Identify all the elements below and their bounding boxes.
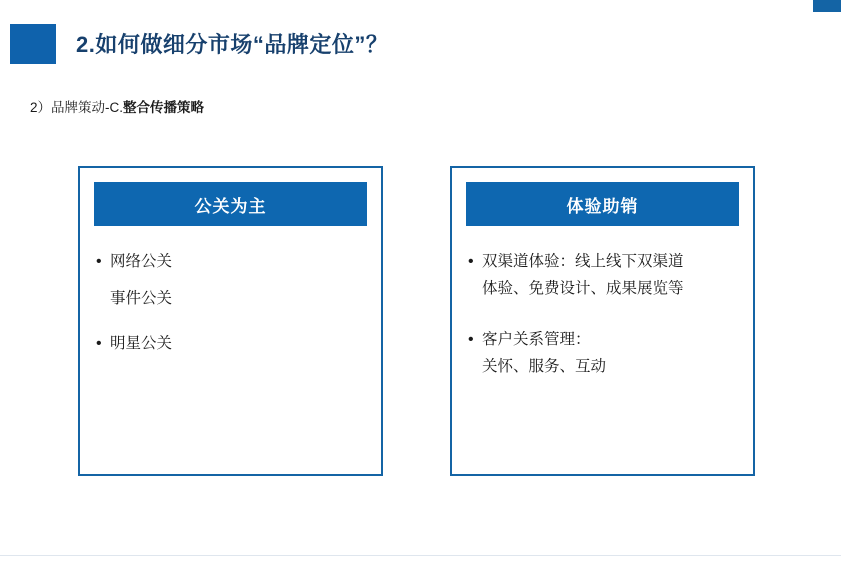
list-item-line-1: 客户关系管理：: [482, 331, 591, 348]
footer-divider: [0, 555, 841, 556]
bullet-marker: •: [96, 335, 102, 352]
subtitle-light-text: 品牌策动-C.: [51, 100, 124, 115]
list-item-text: 网络公关: [110, 253, 173, 270]
panel-body-left: [96, 248, 369, 367]
list-item: [468, 326, 741, 380]
panel-body-right: [468, 248, 741, 390]
list-item-line-2: 关怀、服务、互动: [482, 358, 607, 375]
list-item-line-2: 体验、免费设计、成果展览等: [482, 280, 684, 297]
panel-experience-marketing: [450, 166, 755, 476]
subtitle-number: 2）: [30, 100, 52, 115]
decorative-corner-bar: [813, 0, 841, 12]
list-item-text: 事件公关: [110, 290, 173, 307]
list-item-line-1: 双渠道体验：线上线下双渠道: [482, 253, 684, 270]
subtitle: [30, 96, 204, 116]
list-item-text: 明星公关: [110, 335, 173, 352]
panel-header-left: 公关为主: [94, 182, 367, 226]
subtitle-bold-text: 整合传播策略: [123, 100, 205, 115]
panel-header-right: 体验助销: [466, 182, 739, 226]
panel-public-relations: [78, 166, 383, 476]
list-item: [96, 248, 369, 275]
list-item: [96, 330, 369, 357]
bullet-marker: •: [468, 253, 474, 270]
page-title: 2.如何做细分市场“品牌定位”？: [76, 32, 389, 57]
bullet-marker: •: [468, 331, 474, 348]
title-accent-block: [10, 24, 56, 64]
bullet-marker: •: [96, 253, 102, 270]
list-item: [96, 285, 369, 312]
list-item-text: [482, 248, 684, 302]
list-item-text: [482, 326, 606, 380]
list-item: [468, 248, 741, 302]
